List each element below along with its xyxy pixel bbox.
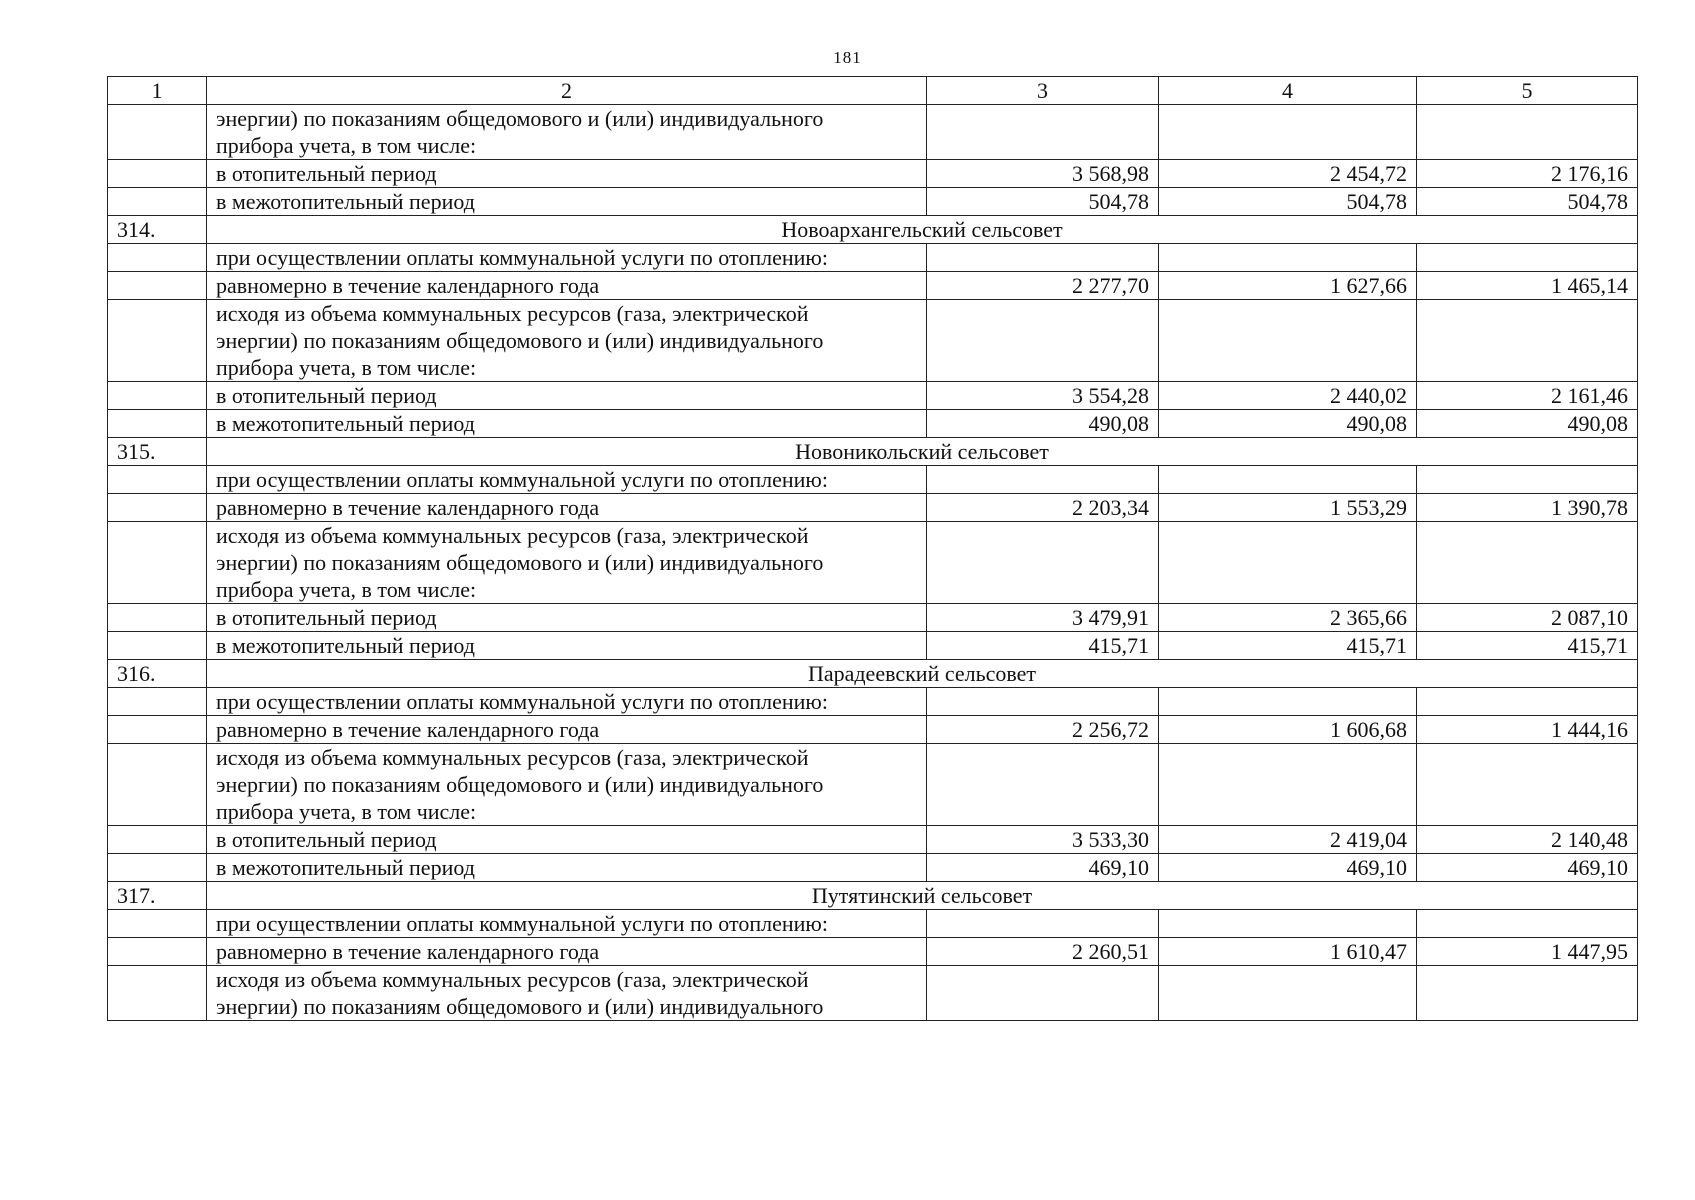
table-row <box>108 604 1638 632</box>
value-cell: 469,10 <box>1417 854 1638 882</box>
section-heading-row <box>108 660 1638 688</box>
description-cell: при осуществлении оплаты коммунальной услуги по отоплению: <box>207 466 927 494</box>
description-line: энергии) по показаниям общедомового и (или) индивидуального <box>216 550 824 575</box>
value-cell: 2 419,04 <box>1159 826 1417 854</box>
description-cell: при осуществлении оплаты коммунальной услуги по отоплению: <box>207 688 927 716</box>
value-cell: 2 454,72 <box>1159 160 1417 188</box>
description-line: энергии) по показаниям общедомового и (или) индивидуального <box>216 328 824 353</box>
value-cell: 1 627,66 <box>1159 272 1417 300</box>
value-cell: 469,10 <box>1159 854 1417 882</box>
value-cell <box>1159 744 1417 826</box>
description-cell <box>207 744 927 826</box>
section-number: 317. <box>108 882 207 910</box>
value-cell: 415,71 <box>927 632 1159 660</box>
description-line: энергии) по показаниям общедомового и (или) индивидуального <box>216 994 824 1019</box>
value-cell: 1 390,78 <box>1417 494 1638 522</box>
column-header: 2 <box>207 77 927 105</box>
value-cell <box>927 300 1159 382</box>
description-cell: в межотопительный период <box>207 188 927 216</box>
table-row <box>108 300 1638 382</box>
value-cell <box>1417 300 1638 382</box>
value-cell <box>1417 910 1638 938</box>
table-row <box>108 716 1638 744</box>
value-cell: 415,71 <box>1417 632 1638 660</box>
value-cell: 1 465,14 <box>1417 272 1638 300</box>
description-line: исходя из объема коммунальных ресурсов (газа, электрической <box>216 523 809 548</box>
value-cell: 3 568,98 <box>927 160 1159 188</box>
number-cell <box>108 854 207 882</box>
value-cell: 2 140,48 <box>1417 826 1638 854</box>
number-cell <box>108 938 207 966</box>
value-cell <box>1159 688 1417 716</box>
number-cell <box>108 716 207 744</box>
column-header: 4 <box>1159 77 1417 105</box>
tariff-table <box>107 76 1638 1021</box>
description-cell: в отопительный период <box>207 826 927 854</box>
table-row <box>108 632 1638 660</box>
value-cell: 2 277,70 <box>927 272 1159 300</box>
table-row <box>108 272 1638 300</box>
value-cell <box>927 744 1159 826</box>
value-cell: 1 610,47 <box>1159 938 1417 966</box>
number-cell <box>108 826 207 854</box>
value-cell <box>927 105 1159 160</box>
table-row <box>108 466 1638 494</box>
section-heading-row <box>108 216 1638 244</box>
column-header: 1 <box>108 77 207 105</box>
description-line: исходя из объема коммунальных ресурсов (газа, электрической <box>216 967 809 992</box>
value-cell: 3 533,30 <box>927 826 1159 854</box>
section-number: 316. <box>108 660 207 688</box>
value-cell: 1 447,95 <box>1417 938 1638 966</box>
value-cell <box>1417 466 1638 494</box>
description-line: прибора учета, в том числе: <box>216 799 477 824</box>
value-cell: 1 553,29 <box>1159 494 1417 522</box>
page-number: 181 <box>833 48 862 67</box>
value-cell <box>1159 244 1417 272</box>
column-header: 5 <box>1417 77 1638 105</box>
table-row <box>108 410 1638 438</box>
description-line: исходя из объема коммунальных ресурсов (газа, электрической <box>216 745 809 770</box>
value-cell: 2 440,02 <box>1159 382 1417 410</box>
table-row <box>108 910 1638 938</box>
number-cell <box>108 688 207 716</box>
table-row <box>108 105 1638 160</box>
description-cell: в отопительный период <box>207 382 927 410</box>
value-cell: 2 087,10 <box>1417 604 1638 632</box>
table-row <box>108 688 1638 716</box>
value-cell: 2 256,72 <box>927 716 1159 744</box>
value-cell <box>1159 300 1417 382</box>
description-cell: в межотопительный период <box>207 632 927 660</box>
number-cell <box>108 966 207 1021</box>
description-cell <box>207 105 927 160</box>
table-row <box>108 188 1638 216</box>
region-name: Путятинский сельсовет <box>207 882 1638 910</box>
table-row <box>108 522 1638 604</box>
value-cell: 1 606,68 <box>1159 716 1417 744</box>
table-row <box>108 160 1638 188</box>
value-cell <box>1159 966 1417 1021</box>
value-cell: 504,78 <box>927 188 1159 216</box>
value-cell <box>1159 910 1417 938</box>
description-cell: равномерно в течение календарного года <box>207 494 927 522</box>
value-cell: 2 203,34 <box>927 494 1159 522</box>
region-name: Парадеевский сельсовет <box>207 660 1638 688</box>
number-cell <box>108 604 207 632</box>
region-name: Новоникольский сельсовет <box>207 438 1638 466</box>
value-cell: 490,08 <box>927 410 1159 438</box>
description-cell: равномерно в течение календарного года <box>207 938 927 966</box>
table-row <box>108 966 1638 1021</box>
value-cell: 1 444,16 <box>1417 716 1638 744</box>
table-row <box>108 244 1638 272</box>
number-cell <box>108 410 207 438</box>
description-cell: в отопительный период <box>207 604 927 632</box>
number-cell <box>108 188 207 216</box>
header-row <box>108 77 1638 105</box>
value-cell: 504,78 <box>1159 188 1417 216</box>
column-header: 3 <box>927 77 1159 105</box>
value-cell <box>927 966 1159 1021</box>
value-cell <box>1417 966 1638 1021</box>
value-cell <box>1417 105 1638 160</box>
description-cell <box>207 966 927 1021</box>
description-line: прибора учета, в том числе: <box>216 133 477 158</box>
description-line: исходя из объема коммунальных ресурсов (газа, электрической <box>216 301 809 326</box>
description-cell: равномерно в течение календарного года <box>207 272 927 300</box>
number-cell <box>108 744 207 826</box>
value-cell <box>1417 244 1638 272</box>
description-line: прибора учета, в том числе: <box>216 577 477 602</box>
number-cell <box>108 494 207 522</box>
value-cell <box>1417 744 1638 826</box>
number-cell <box>108 105 207 160</box>
region-name: Новоархангельский сельсовет <box>207 216 1638 244</box>
description-cell: при осуществлении оплаты коммунальной услуги по отоплению: <box>207 244 927 272</box>
number-cell <box>108 382 207 410</box>
section-number: 314. <box>108 216 207 244</box>
value-cell <box>927 522 1159 604</box>
description-cell: в межотопительный период <box>207 854 927 882</box>
description-line: прибора учета, в том числе: <box>216 355 477 380</box>
table-row <box>108 826 1638 854</box>
number-cell <box>108 910 207 938</box>
description-cell <box>207 522 927 604</box>
section-heading-row <box>108 882 1638 910</box>
value-cell <box>1417 688 1638 716</box>
description-line: энергии) по показаниям общедомового и (или) индивидуального <box>216 772 824 797</box>
value-cell: 3 554,28 <box>927 382 1159 410</box>
value-cell <box>1159 522 1417 604</box>
table-row <box>108 938 1638 966</box>
table-body <box>108 77 1638 1021</box>
section-number: 315. <box>108 438 207 466</box>
value-cell: 2 260,51 <box>927 938 1159 966</box>
section-heading-row <box>108 438 1638 466</box>
number-cell <box>108 244 207 272</box>
description-cell: равномерно в течение календарного года <box>207 716 927 744</box>
value-cell <box>1159 105 1417 160</box>
description-line: энергии) по показаниям общедомового и (или) индивидуального <box>216 106 824 131</box>
number-cell <box>108 466 207 494</box>
value-cell <box>927 910 1159 938</box>
table-row <box>108 494 1638 522</box>
description-cell: при осуществлении оплаты коммунальной услуги по отоплению: <box>207 910 927 938</box>
value-cell: 2 176,16 <box>1417 160 1638 188</box>
description-cell: в отопительный период <box>207 160 927 188</box>
number-cell <box>108 522 207 604</box>
table-row <box>108 854 1638 882</box>
value-cell: 3 479,91 <box>927 604 1159 632</box>
table-row <box>108 382 1638 410</box>
value-cell <box>1159 466 1417 494</box>
table-row <box>108 744 1638 826</box>
description-cell: в межотопительный период <box>207 410 927 438</box>
number-cell <box>108 272 207 300</box>
value-cell: 490,08 <box>1159 410 1417 438</box>
value-cell <box>927 466 1159 494</box>
number-cell <box>108 632 207 660</box>
number-cell <box>108 300 207 382</box>
number-cell <box>108 160 207 188</box>
description-cell <box>207 300 927 382</box>
value-cell: 469,10 <box>927 854 1159 882</box>
value-cell: 504,78 <box>1417 188 1638 216</box>
value-cell: 415,71 <box>1159 632 1417 660</box>
value-cell <box>927 688 1159 716</box>
value-cell: 2 161,46 <box>1417 382 1638 410</box>
value-cell <box>927 244 1159 272</box>
value-cell <box>1417 522 1638 604</box>
value-cell: 2 365,66 <box>1159 604 1417 632</box>
value-cell: 490,08 <box>1417 410 1638 438</box>
